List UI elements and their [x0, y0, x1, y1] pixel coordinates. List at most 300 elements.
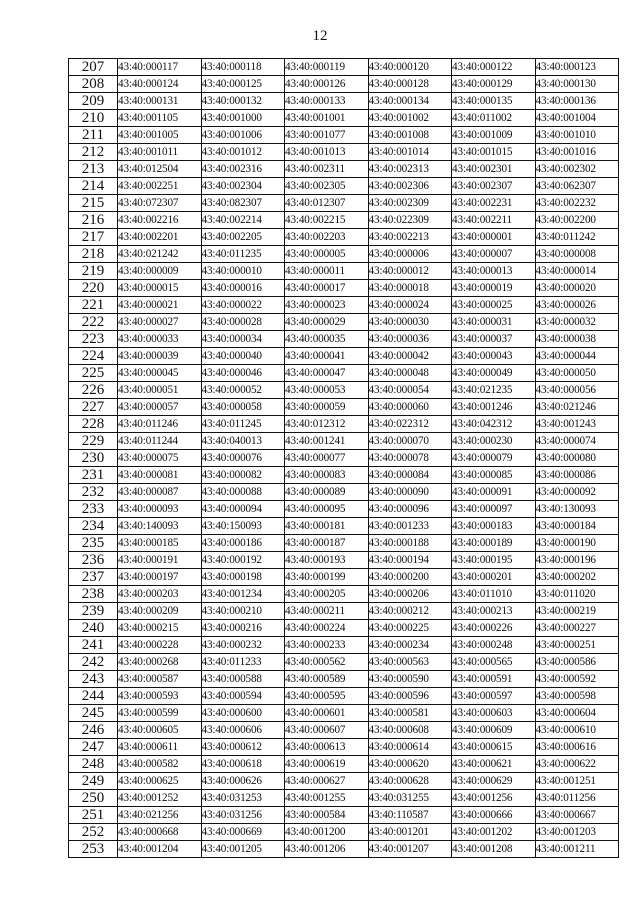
- cadastral-number-cell: 43:40:000009: [118, 263, 202, 280]
- row-number: 208: [69, 76, 118, 93]
- cadastral-number-cell: 43:40:000666: [452, 807, 536, 824]
- cadastral-number-cell: 43:40:001105: [118, 110, 202, 127]
- table-row: [69, 450, 619, 467]
- cadastral-number-cell: 43:40:000614: [368, 739, 452, 756]
- cadastral-number-cell: 43:40:000628: [368, 773, 452, 790]
- cadastral-number-cell: 43:40:001246: [452, 399, 536, 416]
- cadastral-number-cell: 43:40:000230: [452, 433, 536, 450]
- row-number: 251: [69, 807, 118, 824]
- table-row: [69, 246, 619, 263]
- cadastral-number-cell: 43:40:000060: [368, 399, 452, 416]
- cadastral-number-cell: 43:40:000209: [118, 603, 202, 620]
- cadastral-number-cell: 43:40:000629: [452, 773, 536, 790]
- cadastral-number-cell: 43:40:000026: [535, 297, 619, 314]
- row-number: 207: [69, 59, 118, 76]
- cadastral-number-cell: 43:40:000199: [285, 569, 369, 586]
- cadastral-number-cell: 43:40:000024: [368, 297, 452, 314]
- cadastral-number-cell: 43:40:000227: [535, 620, 619, 637]
- row-number: 236: [69, 552, 118, 569]
- cadastral-number-cell: 43:40:000593: [118, 688, 202, 705]
- row-number: 223: [69, 331, 118, 348]
- table-row: [69, 399, 619, 416]
- row-number: 210: [69, 110, 118, 127]
- cadastral-number-cell: 43:40:000032: [535, 314, 619, 331]
- cadastral-number-cell: 43:40:000268: [118, 654, 202, 671]
- cadastral-number-cell: 43:40:140093: [118, 518, 202, 535]
- row-number: 252: [69, 824, 118, 841]
- cadastral-number-cell: 43:40:021242: [118, 246, 202, 263]
- cadastral-number-cell: 43:40:002307: [452, 178, 536, 195]
- cadastral-number-cell: 43:40:011244: [118, 433, 202, 450]
- cadastral-number-cell: 43:40:000028: [201, 314, 285, 331]
- cadastral-number-cell: 43:40:001012: [201, 144, 285, 161]
- row-number: 216: [69, 212, 118, 229]
- page-number: 12: [312, 28, 328, 44]
- cadastral-number-cell: 43:40:002200: [535, 212, 619, 229]
- cadastral-number-cell: 43:40:000232: [201, 637, 285, 654]
- cadastral-number-cell: 43:40:002216: [118, 212, 202, 229]
- cadastral-number-cell: 43:40:000122: [452, 59, 536, 76]
- row-number: 233: [69, 501, 118, 518]
- cadastral-number-cell: 43:40:000017: [285, 280, 369, 297]
- row-number: 212: [69, 144, 118, 161]
- cadastral-number-cell: 43:40:000196: [535, 552, 619, 569]
- cadastral-number-cell: 43:40:000226: [452, 620, 536, 637]
- cadastral-number-cell: 43:40:000023: [285, 297, 369, 314]
- row-number: 244: [69, 688, 118, 705]
- cadastral-number-cell: 43:40:000248: [452, 637, 536, 654]
- cadastral-number-cell: 43:40:000010: [201, 263, 285, 280]
- cadastral-number-cell: 43:40:000021: [118, 297, 202, 314]
- table-row: [69, 535, 619, 552]
- cadastral-number-cell: 43:40:000133: [285, 93, 369, 110]
- cadastral-number-cell: 43:40:000233: [285, 637, 369, 654]
- cadastral-number-cell: 43:40:042312: [452, 416, 536, 433]
- cadastral-number-cell: 43:40:000193: [285, 552, 369, 569]
- cadastral-number-cell: 43:40:002214: [201, 212, 285, 229]
- cadastral-number-cell: 43:40:000128: [368, 76, 452, 93]
- cadastral-number-cell: 43:40:000054: [368, 382, 452, 399]
- row-number: 241: [69, 637, 118, 654]
- cadastral-number-cell: 43:40:000079: [452, 450, 536, 467]
- table-row: [69, 382, 619, 399]
- cadastral-number-cell: 43:40:001005: [118, 127, 202, 144]
- cadastral-number-cell: 43:40:001010: [535, 127, 619, 144]
- cadastral-number-cell: 43:40:002232: [535, 195, 619, 212]
- cadastral-number-cell: 43:40:000094: [201, 501, 285, 518]
- table-row: [69, 654, 619, 671]
- row-number: 247: [69, 739, 118, 756]
- cadastral-number-cell: 43:40:000093: [118, 501, 202, 518]
- cadastral-number-cell: 43:40:000037: [452, 331, 536, 348]
- table-row: [69, 93, 619, 110]
- row-number: 226: [69, 382, 118, 399]
- cadastral-number-cell: 43:40:000198: [201, 569, 285, 586]
- cadastral-number-cell: 43:40:001006: [201, 127, 285, 144]
- cadastral-number-cell: 43:40:002211: [452, 212, 536, 229]
- row-number: 220: [69, 280, 118, 297]
- cadastral-number-cell: 43:40:000627: [285, 773, 369, 790]
- row-number: 240: [69, 620, 118, 637]
- cadastral-number-cell: 43:40:000201: [452, 569, 536, 586]
- cadastral-number-cell: 43:40:000078: [368, 450, 452, 467]
- table-row: [69, 416, 619, 433]
- cadastral-number-cell: 43:40:000044: [535, 348, 619, 365]
- row-number: 218: [69, 246, 118, 263]
- cadastral-number-cell: 43:40:001202: [452, 824, 536, 841]
- cadastral-number-cell: 43:40:000118: [201, 59, 285, 76]
- row-number: 250: [69, 790, 118, 807]
- cadastral-number-cell: 43:40:000224: [285, 620, 369, 637]
- cadastral-number-cell: 43:40:000025: [452, 297, 536, 314]
- table-row: [69, 331, 619, 348]
- cadastral-number-cell: 43:40:000586: [535, 654, 619, 671]
- cadastral-number-cell: 43:40:000074: [535, 433, 619, 450]
- table-row: [69, 824, 619, 841]
- cadastral-number-cell: 43:40:000018: [368, 280, 452, 297]
- cadastral-number-cell: 43:40:000070: [368, 433, 452, 450]
- cadastral-number-cell: 43:40:000123: [535, 59, 619, 76]
- row-number: 245: [69, 705, 118, 722]
- cadastral-number-cell: 43:40:000669: [201, 824, 285, 841]
- cadastral-number-cell: 43:40:062307: [535, 178, 619, 195]
- cadastral-number-cell: 43:40:000031: [452, 314, 536, 331]
- cadastral-number-cell: 43:40:000046: [201, 365, 285, 382]
- cadastral-number-cell: 43:40:000052: [201, 382, 285, 399]
- row-number: 222: [69, 314, 118, 331]
- cadastral-number-cell: 43:40:000126: [285, 76, 369, 93]
- cadastral-number-cell: 43:40:000192: [201, 552, 285, 569]
- cadastral-number-cell: 43:40:002231: [452, 195, 536, 212]
- cadastral-number-cell: 43:40:000584: [285, 807, 369, 824]
- cadastral-number-cell: 43:40:002313: [368, 161, 452, 178]
- row-number: 239: [69, 603, 118, 620]
- cadastral-number-cell: 43:40:000080: [535, 450, 619, 467]
- cadastral-number-cell: 43:40:001204: [118, 841, 202, 858]
- cadastral-number-cell: 43:40:000612: [201, 739, 285, 756]
- table-row: [69, 110, 619, 127]
- cadastral-number-cell: 43:40:011235: [201, 246, 285, 263]
- cadastral-number-cell: 43:40:011010: [452, 586, 536, 603]
- cadastral-number-cell: 43:40:011245: [201, 416, 285, 433]
- cadastral-number-cell: 43:40:022309: [368, 212, 452, 229]
- cadastral-number-cell: 43:40:001241: [285, 433, 369, 450]
- cadastral-number-cell: 43:40:000019: [452, 280, 536, 297]
- cadastral-number-cell: 43:40:000213: [452, 603, 536, 620]
- cadastral-number-cell: 43:40:000095: [285, 501, 369, 518]
- cadastral-number-cell: 43:40:000007: [452, 246, 536, 263]
- cadastral-number-cell: 43:40:000667: [535, 807, 619, 824]
- cadastral-number-cell: 43:40:000203: [118, 586, 202, 603]
- cadastral-number-cell: 43:40:000210: [201, 603, 285, 620]
- cadastral-number-cell: 43:40:011002: [452, 110, 536, 127]
- cadastral-number-cell: 43:40:000181: [285, 518, 369, 535]
- cadastral-number-cell: 43:40:000565: [452, 654, 536, 671]
- cadastral-number-cell: 43:40:000077: [285, 450, 369, 467]
- cadastral-number-cell: 43:40:000027: [118, 314, 202, 331]
- cadastral-number-cell: 43:40:072307: [118, 195, 202, 212]
- cadastral-number-cell: 43:40:000117: [118, 59, 202, 76]
- cadastral-number-cell: 43:40:000605: [118, 722, 202, 739]
- cadastral-number-cell: 43:40:000084: [368, 467, 452, 484]
- cadastral-number-cell: 43:40:021235: [452, 382, 536, 399]
- cadastral-number-cell: 43:40:000053: [285, 382, 369, 399]
- table-row: [69, 144, 619, 161]
- row-number: 249: [69, 773, 118, 790]
- cadastral-number-cell: 43:40:000001: [452, 229, 536, 246]
- cadastral-number-cell: 43:40:000228: [118, 637, 202, 654]
- cadastral-number-cell: 43:40:000186: [201, 535, 285, 552]
- cadastral-number-cell: 43:40:082307: [201, 195, 285, 212]
- table-row: [69, 807, 619, 824]
- cadastral-number-cell: 43:40:000016: [201, 280, 285, 297]
- row-number: 224: [69, 348, 118, 365]
- row-number: 229: [69, 433, 118, 450]
- cadastral-number-cell: 43:40:000088: [201, 484, 285, 501]
- cadastral-number-cell: 43:40:000096: [368, 501, 452, 518]
- cadastral-number-cell: 43:40:002251: [118, 178, 202, 195]
- row-number: 213: [69, 161, 118, 178]
- cadastral-number-cell: 43:40:130093: [535, 501, 619, 518]
- cadastral-number-cell: 43:40:000022: [201, 297, 285, 314]
- cadastral-number-cell: 43:40:000075: [118, 450, 202, 467]
- cadastral-number-cell: 43:40:000013: [452, 263, 536, 280]
- cadastral-number-cell: 43:40:000082: [201, 467, 285, 484]
- cadastral-number-cell: 43:40:001252: [118, 790, 202, 807]
- cadastral-number-cell: 43:40:000582: [118, 756, 202, 773]
- cadastral-number-cell: 43:40:001200: [285, 824, 369, 841]
- cadastral-number-cell: 43:40:000059: [285, 399, 369, 416]
- table-row: [69, 569, 619, 586]
- table-row: [69, 518, 619, 535]
- row-number: 246: [69, 722, 118, 739]
- table-row: [69, 195, 619, 212]
- cadastral-number-cell: 43:40:000120: [368, 59, 452, 76]
- cadastral-number-cell: 43:40:000212: [368, 603, 452, 620]
- cadastral-number-cell: 43:40:031255: [368, 790, 452, 807]
- row-number: 221: [69, 297, 118, 314]
- cadastral-number-cell: 43:40:000014: [535, 263, 619, 280]
- cadastral-number-cell: 43:40:011020: [535, 586, 619, 603]
- cadastral-number-cell: 43:40:000049: [452, 365, 536, 382]
- cadastral-number-cell: 43:40:002311: [285, 161, 369, 178]
- cadastral-number-cell: 43:40:000598: [535, 688, 619, 705]
- table-row: [69, 467, 619, 484]
- cadastral-number-cell: 43:40:000036: [368, 331, 452, 348]
- cadastral-number-cell: 43:40:000005: [285, 246, 369, 263]
- cadastral-number-cell: 43:40:000130: [535, 76, 619, 93]
- cadastral-number-cell: 43:40:000040: [201, 348, 285, 365]
- cadastral-number-cell: 43:40:031256: [201, 807, 285, 824]
- table-row: [69, 348, 619, 365]
- table-row: [69, 637, 619, 654]
- cadastral-number-cell: 43:40:000225: [368, 620, 452, 637]
- row-number: 243: [69, 671, 118, 688]
- cadastral-number-cell: 43:40:001207: [368, 841, 452, 858]
- table-row: [69, 756, 619, 773]
- cadastral-number-cell: 43:40:002201: [118, 229, 202, 246]
- cadastral-number-cell: 43:40:012307: [285, 195, 369, 212]
- cadastral-number-cell: 43:40:000011: [285, 263, 369, 280]
- cadastral-number-cell: 43:40:000119: [285, 59, 369, 76]
- row-number: 225: [69, 365, 118, 382]
- cadastral-number-cell: 43:40:000015: [118, 280, 202, 297]
- cadastral-number-cell: 43:40:000594: [201, 688, 285, 705]
- cadastral-number-cell: 43:40:000215: [118, 620, 202, 637]
- cadastral-number-cell: 43:40:000042: [368, 348, 452, 365]
- cadastral-number-cell: 43:40:000132: [201, 93, 285, 110]
- cadastral-number-cell: 43:40:000035: [285, 331, 369, 348]
- cadastral-number-cell: 43:40:000620: [368, 756, 452, 773]
- cadastral-number-cell: 43:40:011233: [201, 654, 285, 671]
- row-number: 232: [69, 484, 118, 501]
- table-row: [69, 790, 619, 807]
- cadastral-number-cell: 43:40:000200: [368, 569, 452, 586]
- table-row: [69, 688, 619, 705]
- cadastral-number-cell: 43:40:000043: [452, 348, 536, 365]
- row-number: 209: [69, 93, 118, 110]
- table-row: [69, 178, 619, 195]
- cadastral-number-cell: 43:40:000183: [452, 518, 536, 535]
- cadastral-number-cell: 43:40:000613: [285, 739, 369, 756]
- cadastral-number-cell: 43:40:001205: [201, 841, 285, 858]
- cadastral-number-cell: 43:40:000601: [285, 705, 369, 722]
- cadastral-number-cell: 43:40:000595: [285, 688, 369, 705]
- cadastral-number-cell: 43:40:000020: [535, 280, 619, 297]
- cadastral-number-cell: 43:40:000596: [368, 688, 452, 705]
- cadastral-number-cell: 43:40:000206: [368, 586, 452, 603]
- cadastral-number-cell: 43:40:002213: [368, 229, 452, 246]
- cadastral-number-cell: 43:40:002304: [201, 178, 285, 195]
- cadastral-number-cell: 43:40:000626: [201, 773, 285, 790]
- cadastral-number-cell: 43:40:000085: [452, 467, 536, 484]
- cadastral-number-cell: 43:40:022312: [368, 416, 452, 433]
- cadastral-number-cell: 43:40:001256: [452, 790, 536, 807]
- table-row: [69, 773, 619, 790]
- row-number: 227: [69, 399, 118, 416]
- cadastral-number-cell: 43:40:000039: [118, 348, 202, 365]
- cadastral-number-cell: 43:40:000030: [368, 314, 452, 331]
- cadastral-number-cell: 43:40:000006: [368, 246, 452, 263]
- table-row: [69, 161, 619, 178]
- cadastral-number-cell: 43:40:000618: [201, 756, 285, 773]
- cadastral-number-cell: 43:40:000129: [452, 76, 536, 93]
- cadastral-number-cell: 43:40:000603: [452, 705, 536, 722]
- cadastral-number-cell: 43:40:001013: [285, 144, 369, 161]
- cadastral-number-cell: 43:40:001001: [285, 110, 369, 127]
- cadastral-number-cell: 43:40:000048: [368, 365, 452, 382]
- cadastral-number-cell: 43:40:000090: [368, 484, 452, 501]
- cadastral-number-cell: 43:40:000195: [452, 552, 536, 569]
- cadastral-number-cell: 43:40:000194: [368, 552, 452, 569]
- table-row: [69, 620, 619, 637]
- cadastral-number-cell: 43:40:000604: [535, 705, 619, 722]
- row-number: 234: [69, 518, 118, 535]
- cadastral-number-cell: 43:40:000086: [535, 467, 619, 484]
- cadastral-number-cell: 43:40:000219: [535, 603, 619, 620]
- table-row: [69, 365, 619, 382]
- cadastral-number-cell: 43:40:000581: [368, 705, 452, 722]
- row-number: 230: [69, 450, 118, 467]
- cadastral-number-cell: 43:40:000097: [452, 501, 536, 518]
- cadastral-number-cell: 43:40:000124: [118, 76, 202, 93]
- cadastral-number-cell: 43:40:000600: [201, 705, 285, 722]
- row-number: 215: [69, 195, 118, 212]
- cadastral-number-cell: 43:40:000191: [118, 552, 202, 569]
- table-row: [69, 739, 619, 756]
- cadastral-number-cell: 43:40:000622: [535, 756, 619, 773]
- row-number: 211: [69, 127, 118, 144]
- cadastral-number-cell: 43:40:002215: [285, 212, 369, 229]
- cadastral-number-cell: 43:40:000008: [535, 246, 619, 263]
- cadastral-number-cell: 43:40:001002: [368, 110, 452, 127]
- cadastral-numbers-table: [68, 58, 619, 858]
- table-body: [69, 59, 619, 858]
- cadastral-number-cell: 43:40:011256: [535, 790, 619, 807]
- cadastral-number-cell: 43:40:000125: [201, 76, 285, 93]
- table-row: [69, 212, 619, 229]
- table-row: [69, 705, 619, 722]
- cadastral-number-cell: 43:40:001233: [368, 518, 452, 535]
- cadastral-number-cell: 43:40:000033: [118, 331, 202, 348]
- cadastral-number-cell: 43:40:000608: [368, 722, 452, 739]
- table-row: [69, 501, 619, 518]
- cadastral-number-cell: 43:40:011242: [535, 229, 619, 246]
- cadastral-number-cell: 43:40:000607: [285, 722, 369, 739]
- cadastral-number-cell: 43:40:000131: [118, 93, 202, 110]
- cadastral-number-cell: 43:40:000588: [201, 671, 285, 688]
- cadastral-number-cell: 43:40:000081: [118, 467, 202, 484]
- cadastral-number-cell: 43:40:001015: [452, 144, 536, 161]
- cadastral-number-cell: 43:40:002305: [285, 178, 369, 195]
- cadastral-number-cell: 43:40:000597: [452, 688, 536, 705]
- row-number: 231: [69, 467, 118, 484]
- cadastral-number-cell: 43:40:000091: [452, 484, 536, 501]
- table-row: [69, 280, 619, 297]
- cadastral-number-cell: 43:40:000188: [368, 535, 452, 552]
- cadastral-number-cell: 43:40:002205: [201, 229, 285, 246]
- cadastral-number-cell: 43:40:000619: [285, 756, 369, 773]
- cadastral-number-cell: 43:40:000216: [201, 620, 285, 637]
- cadastral-number-cell: 43:40:001000: [201, 110, 285, 127]
- cadastral-number-cell: 43:40:000185: [118, 535, 202, 552]
- cadastral-number-cell: 43:40:000591: [452, 671, 536, 688]
- cadastral-number-cell: 43:40:002302: [535, 161, 619, 178]
- cadastral-number-cell: 43:40:012504: [118, 161, 202, 178]
- table-row: [69, 841, 619, 858]
- cadastral-number-cell: 43:40:000611: [118, 739, 202, 756]
- cadastral-number-cell: 43:40:002309: [368, 195, 452, 212]
- table-row: [69, 76, 619, 93]
- cadastral-number-cell: 43:40:000606: [201, 722, 285, 739]
- cadastral-number-cell: 43:40:000076: [201, 450, 285, 467]
- table-row: [69, 314, 619, 331]
- cadastral-number-cell: 43:40:001201: [368, 824, 452, 841]
- cadastral-number-cell: 43:40:000562: [285, 654, 369, 671]
- cadastral-number-cell: 43:40:002306: [368, 178, 452, 195]
- cadastral-number-cell: 43:40:000197: [118, 569, 202, 586]
- cadastral-number-cell: 43:40:000029: [285, 314, 369, 331]
- cadastral-number-cell: 43:40:000616: [535, 739, 619, 756]
- cadastral-number-cell: 43:40:000609: [452, 722, 536, 739]
- table-row: [69, 263, 619, 280]
- cadastral-number-cell: 43:40:001009: [452, 127, 536, 144]
- cadastral-number-cell: 43:40:000038: [535, 331, 619, 348]
- cadastral-number-cell: 43:40:110587: [368, 807, 452, 824]
- cadastral-number-cell: 43:40:000056: [535, 382, 619, 399]
- table-row: [69, 722, 619, 739]
- cadastral-number-cell: 43:40:001014: [368, 144, 452, 161]
